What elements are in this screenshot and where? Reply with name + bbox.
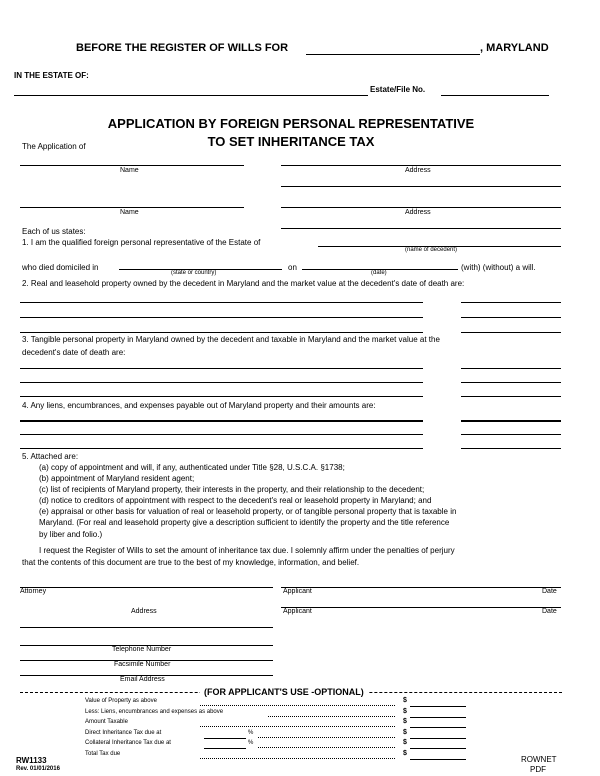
item3-value-2[interactable] [461,382,561,383]
date-caption: (date) [371,270,387,276]
optional-amount-line[interactable] [410,738,466,739]
optional-amount-line[interactable] [410,759,466,760]
item5c-text: (c) list of recipients of Maryland property, their interests in the property, and their relationship to the decedent; [39,485,425,494]
item5e-text-3: by liber and folio.) [39,530,103,539]
date-caption-1: Date [542,588,557,595]
attorney-address-line-1[interactable] [20,627,273,628]
name-caption-1: Name [120,167,139,174]
facsimile-caption: Facsimile Number [114,661,171,668]
applicant-caption-2: Applicant [283,608,312,615]
estate-of-label: IN THE ESTATE OF: [14,71,89,80]
item4-value-3[interactable] [461,448,561,449]
estate-name-line[interactable] [14,95,368,96]
item4-text: 4. Any liens, encumbrances, and expenses payable out of Maryland property and their amounts are: [22,401,376,410]
applicant-signature-line-1[interactable] [281,587,561,588]
with-without-text: (with) (without) a will. [461,263,536,272]
item4-line-3[interactable] [20,448,423,449]
name-line-1[interactable] [20,165,244,166]
item3-value-1[interactable] [461,368,561,369]
applicant-caption-1: Applicant [283,588,312,595]
optional-percent-line[interactable] [204,748,246,749]
name-caption-2: Name [120,209,139,216]
item4-line-2[interactable] [20,434,423,435]
item4-line-1[interactable] [20,420,423,422]
state-caption: (state or country) [171,270,217,276]
dollar-sign: $ [403,728,407,736]
optional-leader-dots [268,716,395,717]
optional-row-label: Value of Property as above [85,698,157,704]
estate-file-label: Estate/File No. [370,85,426,94]
who-died-text: who died domiciled in [22,263,99,272]
optional-row-label: Collateral Inheritance Tax due at [85,740,171,746]
optional-row-label: Direct Inheritance Tax due at [85,729,162,736]
item3-line-3[interactable] [20,396,423,397]
address-line-2a[interactable] [281,207,561,208]
address-line-2b[interactable] [281,228,561,229]
item2-value-2[interactable] [461,317,561,318]
dollar-sign: $ [403,749,407,757]
item3-value-3[interactable] [461,396,561,397]
revision-date: Rev. 01/01/2016 [16,766,60,772]
item5b-text: (b) appointment of Maryland resident agent; [39,474,195,483]
item2-value-3[interactable] [461,332,561,333]
optional-row-label: Total Tax due [85,750,121,757]
form-number: RW1133 [16,756,47,765]
optional-leader-dots [200,705,395,706]
application-of-label: The Application of [22,142,86,151]
request-text-2: that the contents of this document are true to the best of my knowledge, information, and belief. [22,558,360,567]
pdf-label: PDF [530,765,546,774]
item3-line-1[interactable] [20,368,423,369]
item5e-text-2: Maryland. (For real and leasehold property give a description sufficient to identify the property and the title reference [39,518,450,527]
optional-leader-dots [258,747,395,748]
item5e-text-1: (e) appraisal or other basis for valuation of real or leasehold property, or of tangible personal property that is taxable in [39,507,457,516]
name-line-2[interactable] [20,207,244,208]
attorney-caption: Attorney [20,588,47,595]
optional-percent-line[interactable] [204,738,246,739]
item2-line-3[interactable] [20,332,423,333]
dollar-sign: $ [403,718,407,725]
attorney-signature-line[interactable] [20,587,273,588]
item1-text: 1. I am the qualified foreign personal representative of the Estate of [22,238,261,247]
optional-amount-line[interactable] [410,717,466,718]
dollar-sign: $ [403,739,407,746]
request-text-1: I request the Register of Wills to set the amount of inheritance tax due. I solemnly affirm under the penalties of perjury [39,546,455,555]
file-no-line[interactable] [441,95,549,96]
optional-leader-dots [200,726,395,727]
date-caption-2: Date [542,608,557,615]
item4-value-1[interactable] [461,420,561,422]
item3-text-1: 3. Tangible personal property in Maryland owned by the decedent and taxable in Maryland and the market value at the [22,335,440,344]
optional-amount-line[interactable] [410,727,466,728]
email-caption: Email Address [120,676,165,683]
item2-line-1[interactable] [20,302,423,303]
attorney-address-caption: Address [131,608,157,615]
address-line-1b[interactable] [281,186,561,187]
name-of-decedent-caption: (name of decedent) [405,247,458,253]
optional-row-label: Less: Liens, encumbrances and expenses as above [85,708,224,715]
title-line-1: APPLICATION BY FOREIGN PERSONAL REPRESENTATIVE [107,116,475,131]
item2-value-1[interactable] [461,302,561,303]
item2-text: 2. Real and leasehold property owned by the decedent in Maryland and the market value at the decedent's date of death are: [22,279,465,288]
item5-text: 5. Attached are: [22,452,79,461]
title-line-2: TO SET INHERITANCE TAX [207,134,375,149]
optional-leader-dots [258,737,395,738]
applicant-signature-line-2[interactable] [281,607,561,608]
percent-sign: % [248,729,254,736]
telephone-caption: Telephone Number [112,646,172,653]
register-heading: BEFORE THE REGISTER OF WILLS FOR [76,42,289,54]
item3-line-2[interactable] [20,382,423,383]
on-text: on [288,263,297,272]
optional-amount-line[interactable] [410,706,466,707]
dollar-sign: $ [403,697,407,704]
each-states-text: Each of us states: [22,227,86,236]
optional-title: (FOR APPLICANT'S USE -OPTIONAL) [200,687,368,697]
dollar-sign: $ [403,707,407,715]
item2-line-2[interactable] [20,317,423,318]
item3-text-2: decedent's date of death are: [22,348,126,357]
optional-leader-dots [200,758,395,759]
address-caption-2: Address [405,209,431,216]
item5d-text: (d) notice to creditors of appointment with respect to the decedent's real or leasehold property in Maryland; and [39,496,432,505]
optional-row-label: Amount Taxable [85,719,128,725]
address-line-1a[interactable] [281,165,561,166]
address-caption-1: Address [405,167,431,174]
percent-sign: % [248,740,254,746]
item4-value-2[interactable] [461,434,561,435]
rownet-label: ROWNET [521,755,557,764]
item5a-text: (a) copy of appointment and will, if any, authenticated under Title §28, U.S.C.A. §1738; [39,463,345,472]
county-line[interactable] [306,54,480,55]
maryland-label: , MARYLAND [480,42,549,54]
optional-amount-line[interactable] [410,748,466,749]
